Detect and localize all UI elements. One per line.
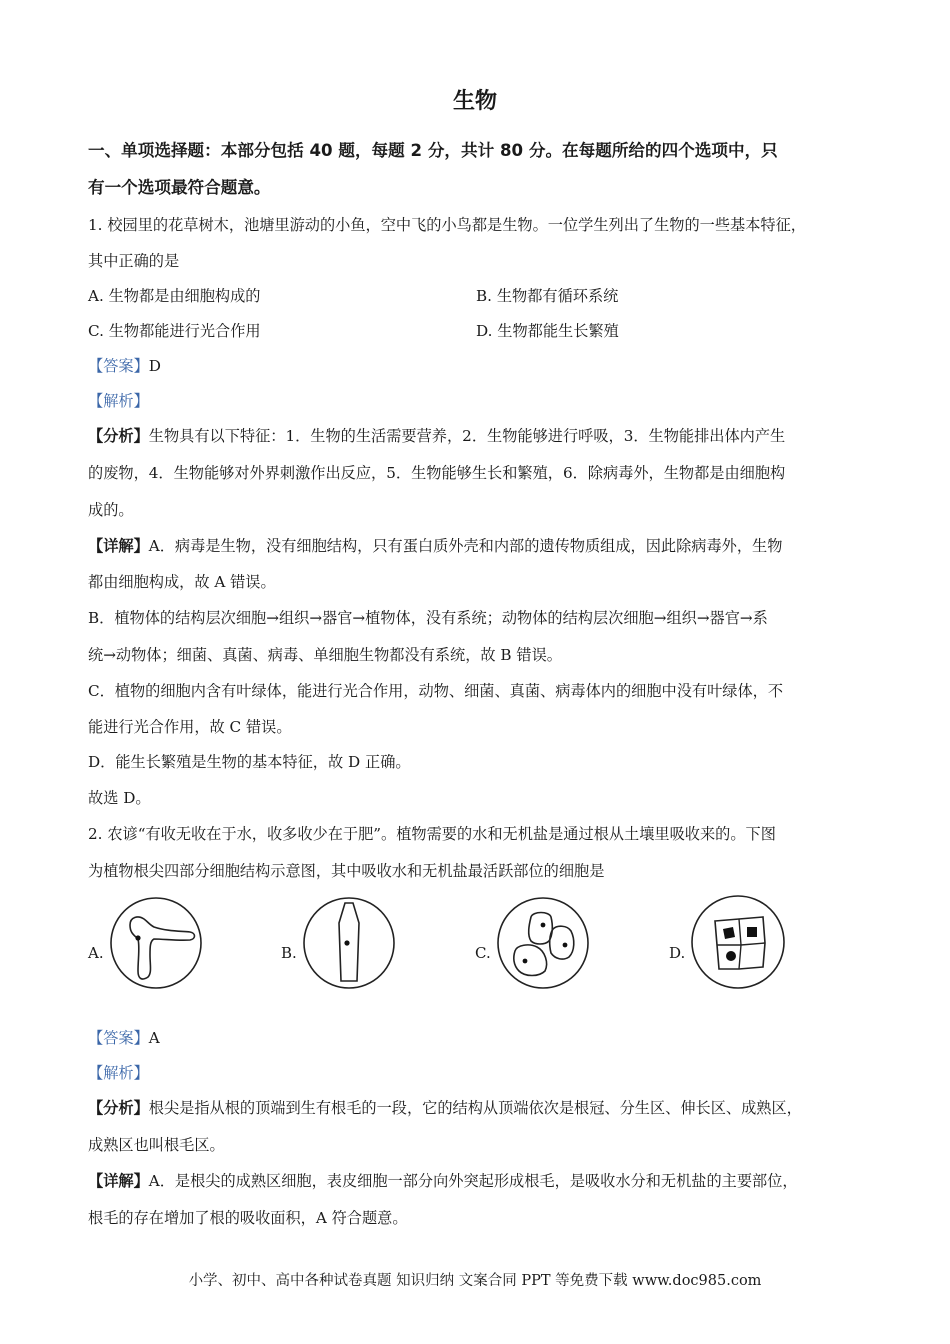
q2-fenxi-line1 [88, 1098, 802, 1118]
q1-fenxi-line3: 成的。 [88, 501, 134, 519]
q1-xiangjie-line5: C．植物的细胞内含有叶绿体，能进行光合作用，动物、细菌、真菌、病毒体内的细胞中没有叶绿体，不 [88, 682, 784, 700]
q2-figure-label-d: D. [669, 944, 686, 962]
section-heading-line2: 有一个选项最符合题意。 [88, 178, 271, 197]
q2-figure-a-root-hair-cell [108, 895, 204, 991]
q1-option-c: C. 生物都能进行光合作用 [88, 322, 261, 340]
q1-option-d: D. 生物都能生长繁殖 [476, 322, 619, 340]
q1-answer-value: D [148, 357, 161, 375]
q2-fenxi-tag: 【分析】 [88, 1099, 149, 1117]
q1-xiangjie-line2: 都由细胞构成，故 A 错误。 [88, 573, 276, 591]
q2-figure-label-b: B. [281, 944, 297, 962]
q2-figure-b-elongation-cell [301, 895, 397, 991]
q2-fenxi-line2: 成熟区也叫根毛区。 [88, 1136, 225, 1154]
q1-analysis-tag: 【解析】 [88, 392, 149, 410]
q1-fenxi-text1: 生物具有以下特征：1．生物的生活需要营养，2．生物能够进行呼吸，3．生物能排出体内产生 [148, 427, 786, 445]
q2-stem-line2: 为植物根尖四部分细胞结构示意图，其中吸收水和无机盐最活跃部位的细胞是 [88, 862, 605, 880]
q1-option-a: A. 生物都是由细胞构成的 [88, 287, 261, 305]
footer-link[interactable]: 小学、初中、高中各种试卷真题 知识归纳 文案合同 PPT 等免费下载 www.doc985.com [188, 1273, 762, 1289]
q2-stem-line1: 2. 农谚“有收无收在于水，收多收少在于肥”。植物需要的水和无机盐是通过根从土壤里吸收来的。下图 [88, 825, 776, 843]
q1-xiangjie-line7: D．能生长繁殖是生物的基本特征，故 D 正确。 [88, 753, 411, 771]
q2-fenxi-text1: 根尖是指从根的顶端到生有根毛的一段，它的结构从顶端依次是根冠、分生区、伸长区、成熟区， [148, 1099, 802, 1117]
q1-fenxi-line2: 的废物，4．生物能够对外界刺激作出反应，5．生物能够生长和繁殖，6．除病毒外，生物都是由细胞构 [88, 464, 786, 482]
q2-xiangjie-line1 [88, 1171, 798, 1191]
q2-figure-c-meristem-cells [495, 895, 591, 991]
q1-answer-line [88, 356, 161, 376]
q1-fenxi-tag: 【分析】 [88, 427, 149, 445]
q2-figure-d-root-cap-cells [689, 893, 787, 991]
page-title: 生物 [452, 89, 497, 114]
q1-xiangjie-line8: 故选 D。 [88, 789, 151, 807]
q1-xiangjie-tag: 【详解】 [88, 537, 149, 555]
q2-answer-tag: 【答案】 [88, 1029, 149, 1047]
q1-stem-line1: 1. 校园里的花草树木，池塘里游动的小鱼，空中飞的小鸟都是生物。一位学生列出了生物的一些基本特征， [88, 216, 806, 234]
q2-xiangjie-line2: 根毛的存在增加了根的吸收面积，A 符合题意。 [88, 1209, 408, 1227]
q1-xiangjie-line1 [88, 536, 782, 556]
q1-xiangjie-line4: 统→动物体；细菌、真菌、病毒、单细胞生物都没有系统，故 B 错误。 [88, 646, 562, 664]
q1-stem-line2: 其中正确的是 [88, 252, 180, 270]
q1-xiangjie-text1: A．病毒是生物，没有细胞结构，只有蛋白质外壳和内部的遗传物质组成，因此除病毒外，生物 [148, 537, 783, 555]
q2-answer-line [88, 1028, 160, 1048]
section-heading-line1: 一、单项选择题：本部分包括 40 题，每题 2 分，共计 80 分。在每题所给的四个选项中，只 [88, 141, 778, 160]
q1-fenxi-line1 [88, 426, 785, 446]
q2-answer-value: A [148, 1029, 160, 1047]
q2-figure-label-c: C. [475, 944, 491, 962]
q2-analysis-tag: 【解析】 [88, 1064, 149, 1082]
q2-xiangjie-tag: 【详解】 [88, 1172, 149, 1190]
q2-xiangjie-text1: A．是根尖的成熟区细胞，表皮细胞一部分向外突起形成根毛，是吸收水分和无机盐的主要部位， [148, 1172, 798, 1190]
q1-xiangjie-line6: 能进行光合作用，故 C 错误。 [88, 718, 292, 736]
q1-option-b: B. 生物都有循环系统 [476, 287, 619, 305]
q1-answer-tag: 【答案】 [88, 357, 149, 375]
q2-figure-label-a: A. [88, 944, 104, 962]
q1-xiangjie-line3: B．植物体的结构层次细胞→组织→器官→植物体，没有系统；动物体的结构层次细胞→组织→器官→系 [88, 609, 768, 627]
